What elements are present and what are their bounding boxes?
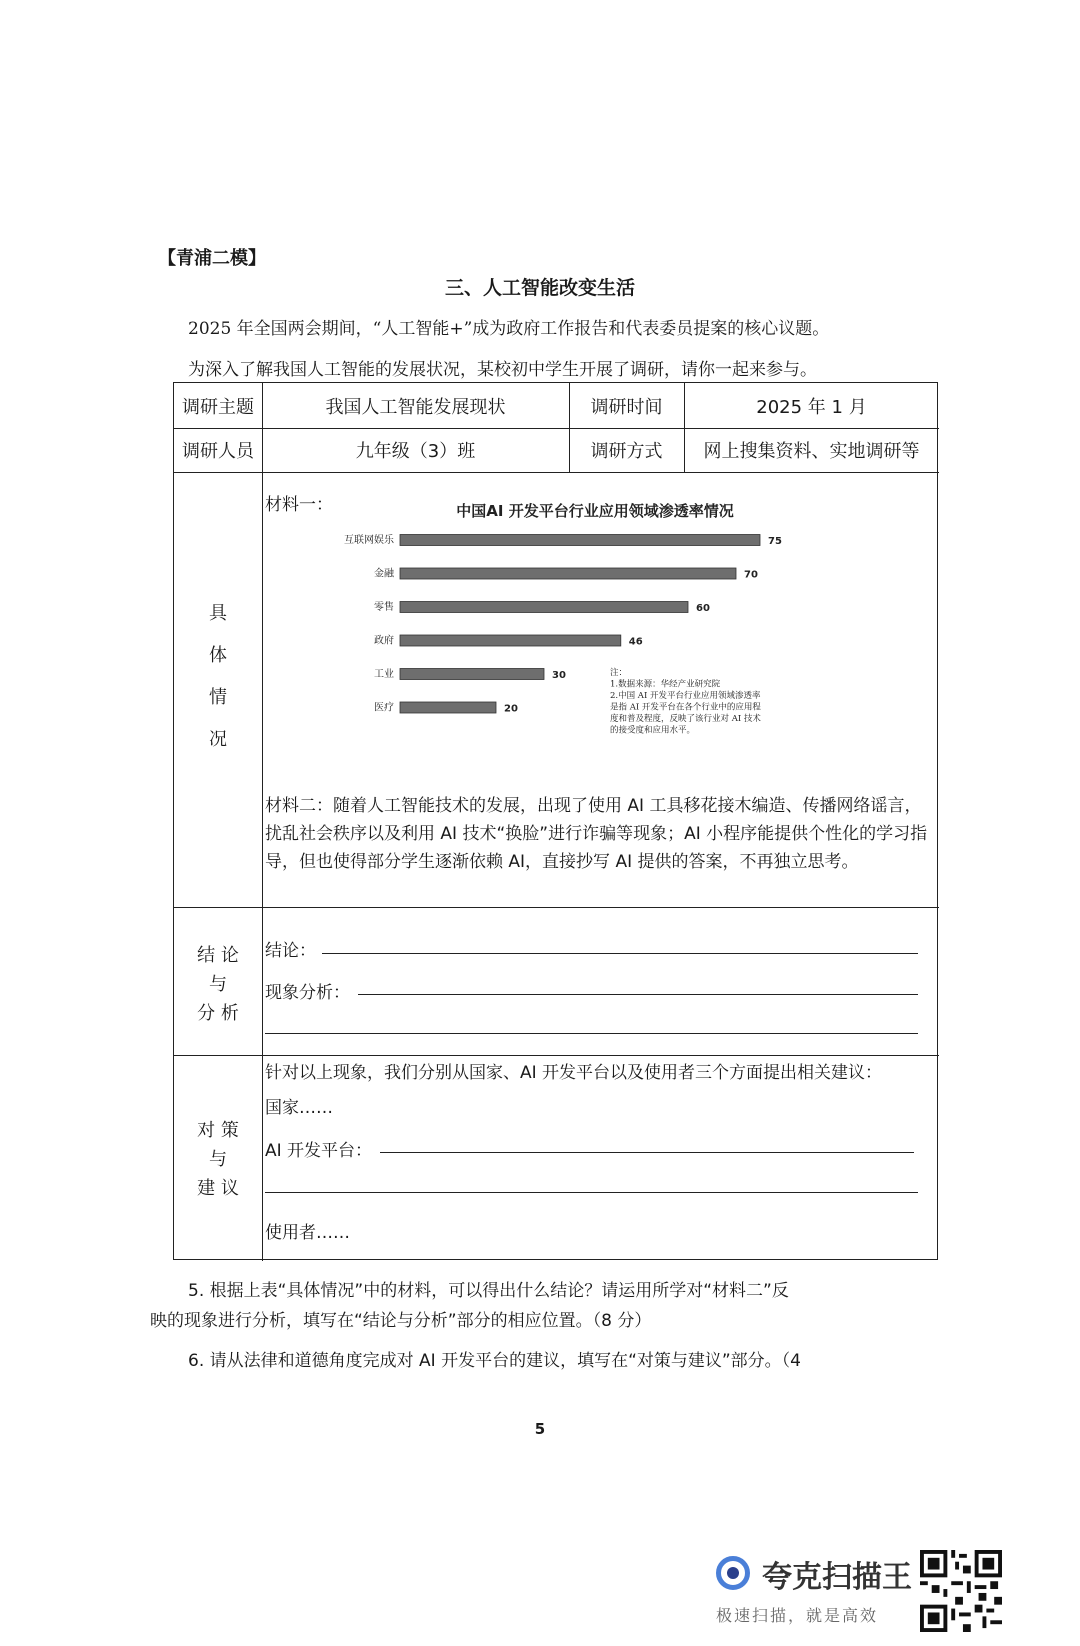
question-5-line-1: 5. 根据上表“具体情况”中的材料，可以得出什么结论？请运用所学对“材料二”反 [188, 1281, 789, 1301]
chart-note-line: 度和普及程度，反映了该行业对 AI 技术 [610, 714, 761, 724]
advice-intro: 针对以上现象，我们分别从国家、AI 开发平台以及使用者三个方面提出相关建议： [265, 1063, 883, 1083]
label-char: 建 议 [197, 1178, 239, 1199]
bar-value-label: 46 [628, 636, 643, 648]
analysis-answer-line[interactable] [358, 994, 918, 995]
intro-line-2: 为深入了解我国人工智能的发展状况，某校初中学生开展了调研，请你一起来参与。 [188, 360, 817, 380]
category-label: 政府 [374, 635, 394, 647]
conclusion-answer-line[interactable] [322, 953, 918, 954]
label-char: 与 [209, 1149, 227, 1170]
source-tag: 【青浦二模】 [158, 248, 266, 269]
col-divider [262, 383, 263, 1261]
value-time: 2025 年 1 月 [756, 396, 867, 418]
watermark-slogan: 极速扫描，就是高效 [716, 1606, 879, 1625]
scanner-logo-dot [727, 1567, 739, 1579]
bar-value-label: 30 [552, 670, 566, 681]
question-5-line-2: 映的现象进行分析，填写在“结论与分析”部分的相应位置。（8 分） [150, 1311, 652, 1331]
bar [400, 635, 621, 646]
category-label: 工业 [374, 669, 394, 680]
analysis-field-label: 现象分析： [265, 983, 350, 1003]
page-number: 5 [534, 1420, 546, 1438]
label-char: 情 [209, 687, 227, 708]
chart-note-line: 2.中国 AI 开发平台行业应用领域渗透率 [610, 691, 761, 701]
material-2-text: 材料二：随着人工智能技术的发展，出现了使用 AI 工具移花接木编造、传播网络谣言，扰乱社会秩序以及利用 AI 技术“换脸”进行诈骗等现象；AI 小程序能提供个性化的学习指导，但也使得部分学生逐渐依赖 AI，直接抄写 AI 提供的答案，不再独立思考。 [265, 796, 928, 872]
penetration-bar-chart [340, 495, 900, 780]
label-char: 结 论 [197, 945, 239, 966]
label-char: 与 [209, 974, 227, 995]
category-label: 互联网娱乐 [344, 535, 394, 546]
label-char: 体 [209, 645, 227, 666]
label-topic: 调研主题 [182, 396, 254, 418]
label-char: 况 [209, 729, 227, 750]
chart-note-line: 注： [610, 668, 628, 678]
category-label: 金融 [374, 568, 394, 580]
label-char: 分 析 [197, 1003, 239, 1024]
label-time: 调研时间 [590, 396, 663, 418]
row-divider [174, 472, 939, 473]
bar-value-label: 70 [744, 569, 758, 581]
section-title: 三、人工智能改变生活 [444, 277, 635, 299]
bar [400, 568, 736, 579]
label-members: 调研人员 [182, 441, 254, 462]
bar [400, 669, 544, 680]
chart-title: 中国AI 开发平台行业应用领域渗透率情况 [456, 502, 734, 520]
conclusion-label [174, 941, 262, 1028]
value-method: 网上搜集资料、实地调研等 [703, 441, 920, 462]
conclusion-field-label: 结论： [265, 941, 316, 961]
advice-label [174, 1116, 262, 1203]
platform-answer-line[interactable] [380, 1152, 914, 1153]
material-1-label: 材料一： [265, 495, 333, 515]
platform-answer-line-2[interactable] [265, 1192, 918, 1193]
category-label: 医疗 [374, 702, 394, 714]
chart-note-line: 是指 AI 开发平台在各个行业中的应用程 [610, 702, 761, 713]
advice-user: 使用者…… [265, 1223, 350, 1243]
value-topic: 我国人工智能发展现状 [325, 396, 506, 418]
chart-note-line: 的接受度和应用水平。 [610, 725, 696, 736]
chart-note-line: 1.数据来源：华经产业研究院 [610, 679, 721, 690]
bar [400, 535, 760, 546]
bar [400, 702, 496, 713]
question-6: 6. 请从法律和道德角度完成对 AI 开发平台的建议，填写在“对策与建议”部分。（4 [188, 1351, 802, 1371]
qr-code-icon [920, 1550, 1002, 1632]
label-char: 对 策 [197, 1120, 239, 1141]
bar-value-label: 20 [504, 703, 518, 715]
label-method: 调研方式 [590, 441, 663, 462]
intro-line-1: 2025 年全国两会期间，“人工智能+”成为政府工作报告和代表委员提案的核心议题。 [188, 319, 830, 339]
category-label: 零售 [374, 602, 394, 613]
bar-value-label: 75 [768, 536, 782, 547]
advice-country: 国家…… [265, 1098, 333, 1118]
analysis-answer-line-2[interactable] [265, 1033, 918, 1034]
situation-label [174, 593, 262, 761]
label-char: 具 [209, 603, 227, 624]
value-members: 九年级（3）班 [355, 441, 476, 462]
row-divider [174, 907, 939, 908]
bar [400, 602, 688, 613]
row-divider [174, 1055, 939, 1056]
watermark-brand: 夸克扫描王 [762, 1560, 912, 1595]
bar-value-label: 60 [696, 603, 710, 614]
advice-platform-label: AI 开发平台： [265, 1141, 373, 1161]
